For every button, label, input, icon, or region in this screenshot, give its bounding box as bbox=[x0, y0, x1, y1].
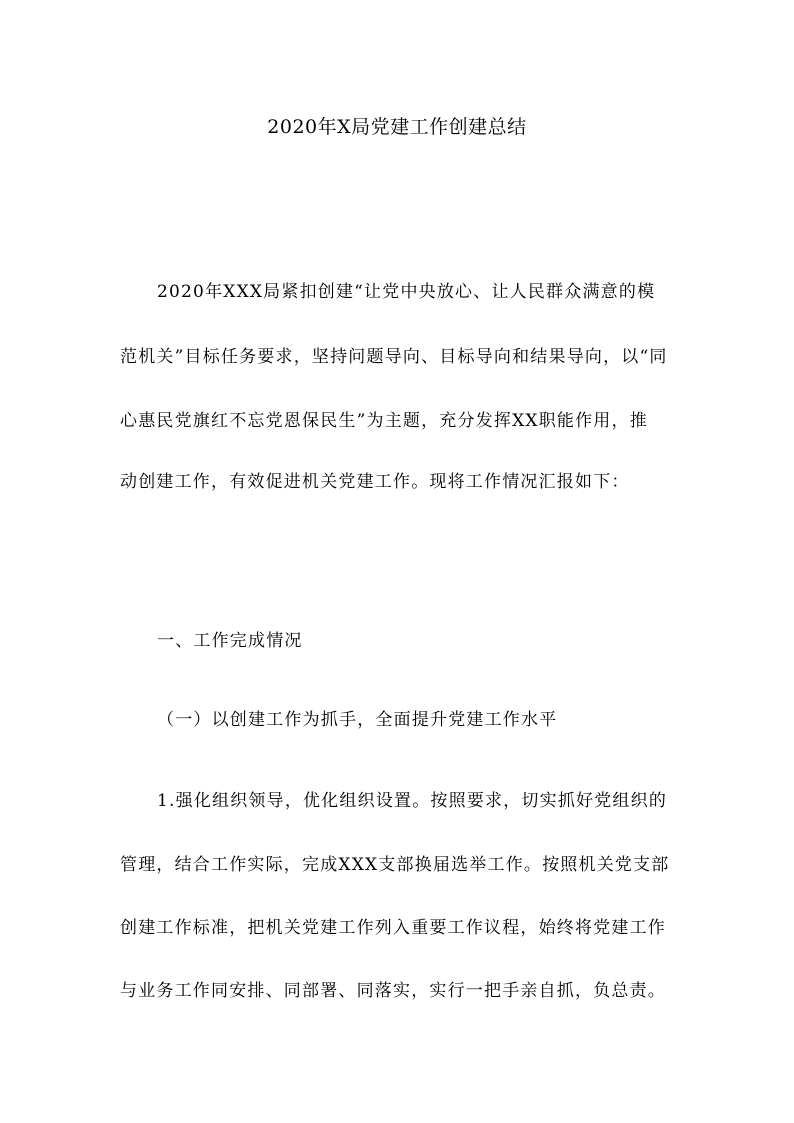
intro-line: 心惠民党旗红不忘党恩保民生”为主题，充分发挥XX职能作用，推 bbox=[120, 411, 648, 431]
intro-line: 范机关”目标任务要求，坚持问题导向、目标导向和结果导向，以“同 bbox=[120, 347, 668, 367]
item1-line: 与业务工作同安排、同部署、同落实，实行一把手亲自抓，负总责。 bbox=[120, 981, 666, 1001]
intro-line: 动创建工作，有效促进机关党建工作。现将工作情况汇报如下： bbox=[120, 472, 630, 492]
section-heading: 一、工作完成情况 bbox=[157, 631, 303, 651]
item1-line: 创建工作标准，把机关党建工作列入重要工作议程，始终将党建工作 bbox=[120, 918, 666, 938]
item1-line: 1.强化组织领导，优化组织设置。按照要求，切实抓好党组织的 bbox=[157, 791, 668, 811]
item1-line: 管理，结合工作实际，完成XXX支部换届选举工作。按照机关党支部 bbox=[120, 855, 670, 875]
intro-line: 2020年XXX局紧扣创建“让党中央放心、让人民群众满意的模 bbox=[157, 282, 656, 302]
subsection-heading: （一）以创建工作为抓手，全面提升党建工作水平 bbox=[157, 710, 558, 730]
document-title: 2020年X局党建工作创建总结 bbox=[267, 116, 527, 138]
